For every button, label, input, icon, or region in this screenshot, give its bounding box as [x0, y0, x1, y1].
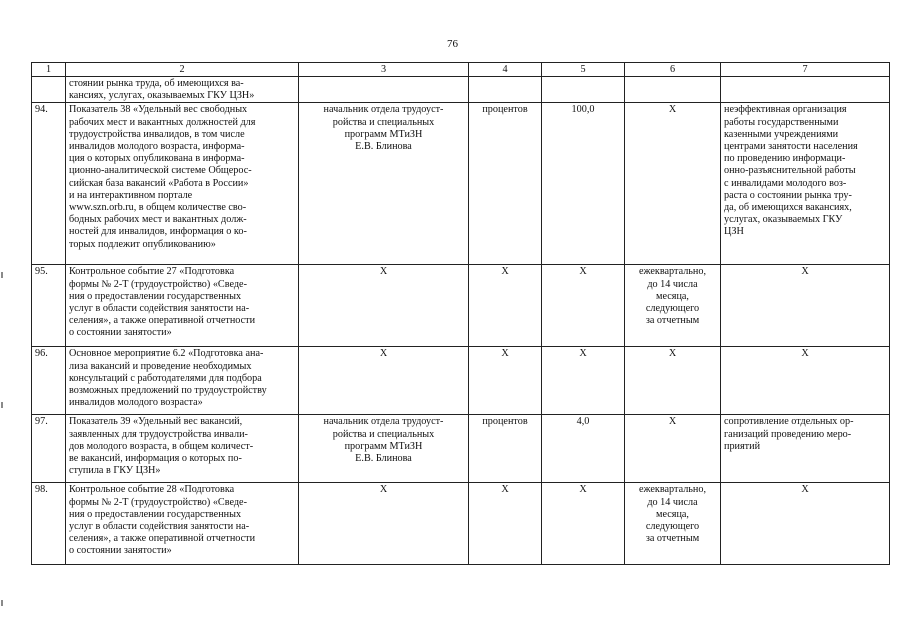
period-cell: ежеквартально, до 14 числа месяца, следующего за отчетным — [625, 483, 721, 565]
indicator-text: Показатель 38 «Удельный вес свободных рабочих мест и вакантных должностей для трудоустройства инвалидов, в том числе инвалидов молодого возраста, информа- ция о которых опубликована в информа- ционно-аналитической системе Общерос- сийская база вакансий «Работа в России» и на интерактивном портале www.szn.orb.ru, в общем количестве сво- бодных рабочих мест и вакантных долж- ностей для инвалидов, информация о ко- торых подлежит опубликованию» — [66, 103, 299, 265]
table-row — [32, 265, 890, 347]
period-cell: Х — [625, 415, 721, 483]
unit-cell: Х — [469, 265, 542, 347]
table-row — [32, 415, 890, 483]
row-number: 96. — [32, 347, 66, 415]
row-number: 98. — [32, 483, 66, 565]
risk-cell: Х — [721, 347, 890, 415]
row-number: 94. — [32, 103, 66, 265]
table-row — [32, 77, 890, 103]
row-number: 95. — [32, 265, 66, 347]
value-cell: Х — [542, 265, 625, 347]
scan-mark — [1, 600, 3, 606]
value-cell: 100,0 — [542, 103, 625, 265]
period-cell: Х — [625, 347, 721, 415]
value-cell: 4,0 — [542, 415, 625, 483]
scan-mark — [1, 402, 3, 408]
responsible-cell: начальник отдела трудоуст- ройства и специальных программ МТиЗН Е.В. Блинова — [299, 415, 469, 483]
row-number — [32, 77, 66, 103]
table-row — [32, 103, 890, 265]
responsible-cell: начальник отдела трудоуст- ройства и специальных программ МТиЗН Е.В. Блинова — [299, 103, 469, 265]
unit-cell: процентов — [469, 103, 542, 265]
indicator-text: Показатель 39 «Удельный вес вакансий, заявленных для трудоустройства инвали- дов молодого возраста, в общем количест- ве вакансий, информация о которых по- ступила в ГКУ ЦЗН» — [66, 415, 299, 483]
indicator-text: Контрольное событие 27 «Подготовка формы № 2-Т (трудоустройство) «Сведе- ния о предоставлении государственных услуг в области содействия занятости на- селения», а также оперативной отчетности о состоянии занятости» — [66, 265, 299, 347]
page-number: 76 — [447, 38, 458, 50]
risk-cell: неэффективная организация работы государственными казенными учреждениями центрами занятости населения по проведению информаци- онно-разъяснительной работы с инвалидами молодого воз- раста о состоянии рынка тру- да, об имеющихся вакансиях, услугах, оказываемых ГКУ ЦЗН — [721, 103, 890, 265]
indicators-table — [31, 62, 890, 565]
responsible-cell: Х — [299, 347, 469, 415]
column-number: 5 — [542, 63, 625, 77]
value-cell: Х — [542, 347, 625, 415]
indicator-text: Основное мероприятие 6.2 «Подготовка ана- лиза вакансий и проведение необходимых консультаций с работодателями для подбора возможных предложений по трудоустройству инвалидов молодого возраста» — [66, 347, 299, 415]
column-number: 3 — [299, 63, 469, 77]
row-number: 97. — [32, 415, 66, 483]
table-row — [32, 347, 890, 415]
risk-cell: сопротивление отдельных ор- ганизаций проведению меро- приятий — [721, 415, 890, 483]
risk-cell: Х — [721, 483, 890, 565]
column-number: 7 — [721, 63, 890, 77]
responsible-cell: Х — [299, 265, 469, 347]
column-number-row — [32, 63, 890, 77]
value-cell: Х — [542, 483, 625, 565]
period-cell: Х — [625, 103, 721, 265]
period-cell: ежеквартально, до 14 числа месяца, следующего за отчетным — [625, 265, 721, 347]
unit-cell: процентов — [469, 415, 542, 483]
risk-cell: Х — [721, 265, 890, 347]
column-number: 6 — [625, 63, 721, 77]
indicator-text: Контрольное событие 28 «Подготовка формы № 2-Т (трудоустройство) «Сведе- ния о предоставлении государственных услуг в области содействия занятости на- селения», а также оперативной отчетности о состоянии занятости» — [66, 483, 299, 565]
column-number: 4 — [469, 63, 542, 77]
value-cell — [542, 77, 625, 103]
responsible-cell: Х — [299, 483, 469, 565]
scan-mark — [1, 272, 3, 278]
column-number: 1 — [32, 63, 66, 77]
unit-cell: Х — [469, 347, 542, 415]
column-number: 2 — [66, 63, 299, 77]
responsible-cell — [299, 77, 469, 103]
table-row — [32, 483, 890, 565]
unit-cell: Х — [469, 483, 542, 565]
risk-cell — [721, 77, 890, 103]
unit-cell — [469, 77, 542, 103]
indicator-text: стоянии рынка труда, об имеющихся ва- кансиях, услугах, оказываемых ГКУ ЦЗН» — [66, 77, 299, 103]
period-cell — [625, 77, 721, 103]
